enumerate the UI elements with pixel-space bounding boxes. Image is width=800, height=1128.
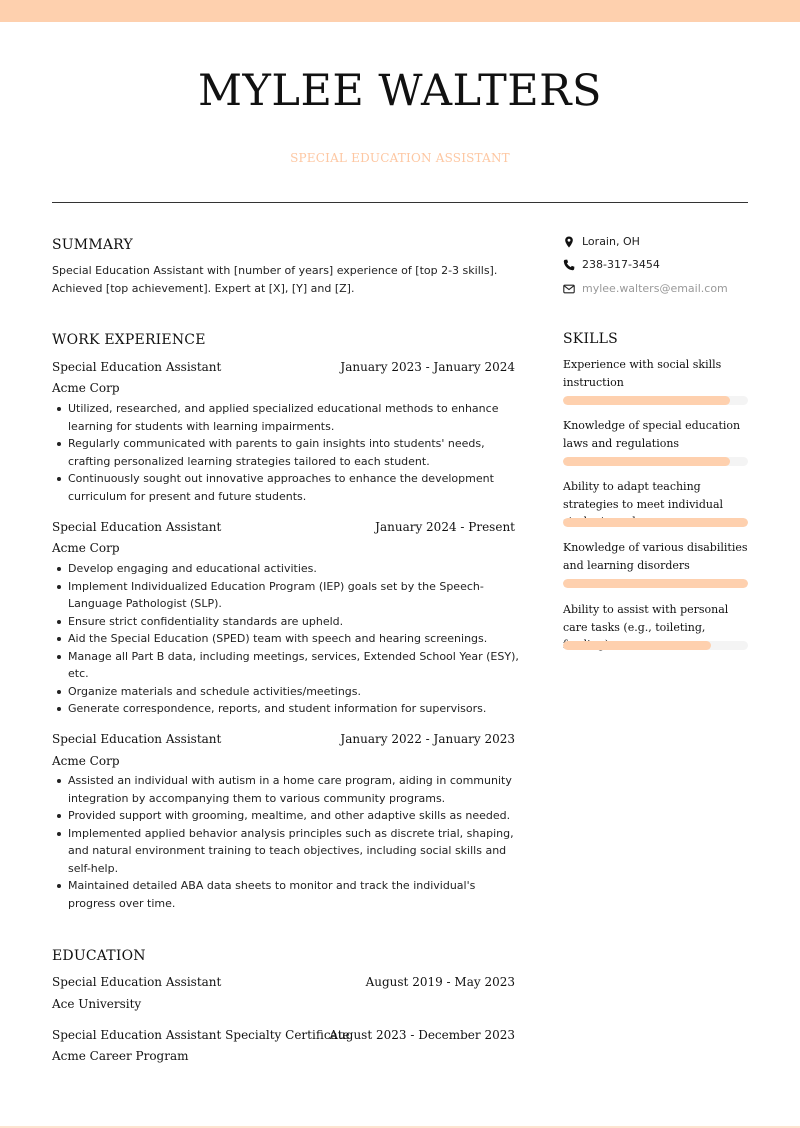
skill-level-fill xyxy=(563,396,730,405)
education-dates: August 2019 - May 2023 xyxy=(365,975,515,989)
work-experience-heading: WORK EXPERIENCE xyxy=(52,332,206,348)
candidate-name: MYLEE WALTERS xyxy=(198,66,602,116)
education-degree: Special Education Assistant Specialty Certificate xyxy=(52,1028,350,1042)
job-title: Special Education Assistant xyxy=(52,520,222,534)
skill-label: Ability to assist with personal care tasks (e.g., toileting, xyxy=(563,603,729,634)
education-header xyxy=(52,1028,515,1044)
skill-level-fill xyxy=(563,579,748,588)
summary-text: Special Education Assistant with [number of years] experience of [top 2-3 skills]. Achieved [top achievement]. Expert at [X], [Y] and [Z]. xyxy=(52,264,498,295)
job-bullet: Generate correspondence, reports, and student information for supervisors. xyxy=(68,700,523,718)
job-header xyxy=(52,732,515,748)
education-school: Ace University xyxy=(52,997,142,1011)
skill-level-fill xyxy=(563,518,748,527)
contact-phone-text: 238-317-3454 xyxy=(582,258,660,271)
contact-email[interactable] xyxy=(563,282,763,298)
job-bullet: Assisted an individual with autism in a home care program, aiding in community integration by accompanying them to various community programs. xyxy=(68,772,523,807)
contact-phone[interactable] xyxy=(563,258,763,274)
job-bullet: Maintained detailed ABA data sheets to monitor and track the individual's progress over time. xyxy=(68,877,523,912)
job-company: Acme Corp xyxy=(52,381,120,395)
job-company: Acme Corp xyxy=(52,754,120,768)
envelope-icon xyxy=(563,283,575,295)
skill-level-fill xyxy=(563,641,711,650)
skills-heading: SKILLS xyxy=(563,331,618,347)
job-dates: January 2023 - January 2024 xyxy=(340,360,515,374)
skill-label: Ability to adapt teaching strategies to meet individual xyxy=(563,480,724,511)
skill-label: Experience with social skills instruction xyxy=(563,358,722,389)
job-bullets xyxy=(52,560,523,718)
job-bullet: Develop engaging and educational activities. xyxy=(68,560,523,578)
job-bullet: Organize materials and schedule activities/meetings. xyxy=(68,683,523,701)
skill-label: Knowledge of special education laws and regulations xyxy=(563,419,741,450)
candidate-title: SPECIAL EDUCATION ASSISTANT xyxy=(290,151,510,165)
contact-email-text: mylee.walters@email.com xyxy=(582,282,728,295)
skill-level-bar xyxy=(563,457,748,466)
job-bullet: Regularly communicated with parents to gain insights into students' needs, crafting personalized learning strategies tailored to each student. xyxy=(68,435,523,470)
job-bullets xyxy=(52,400,523,505)
education-header xyxy=(52,975,515,991)
job-bullet: Ensure strict confidentiality standards are upheld. xyxy=(68,613,523,631)
job-bullet: Provided support with grooming, mealtime, and other adaptive skills as needed. xyxy=(68,807,523,825)
job-bullet: Implement Individualized Education Program (IEP) goals set by the Speech-Language Pathologist (SLP). xyxy=(68,578,523,613)
phone-icon xyxy=(563,259,575,271)
job-bullet: Aid the Special Education (SPED) team with speech and hearing screenings. xyxy=(68,630,523,648)
job-header xyxy=(52,360,515,376)
job-bullets xyxy=(52,772,523,912)
job-title: Special Education Assistant xyxy=(52,360,222,374)
skill-level-fill xyxy=(563,457,730,466)
education-degree: Special Education Assistant xyxy=(52,975,222,989)
job-title: Special Education Assistant xyxy=(52,732,222,746)
education-school: Acme Career Program xyxy=(52,1049,189,1063)
skill-level-bar xyxy=(563,641,748,650)
skill-level-bar xyxy=(563,579,748,588)
job-bullet: Implemented applied behavior analysis principles such as discrete trial, shaping, and natural environment training to teach objectives, including social skills and self-help. xyxy=(68,825,523,878)
skill-level-bar xyxy=(563,396,748,405)
top-accent-band xyxy=(0,0,800,22)
education-heading: EDUCATION xyxy=(52,948,146,964)
job-header xyxy=(52,520,515,536)
header-divider xyxy=(52,202,748,203)
education-dates: August 2023 - December 2023 xyxy=(329,1028,515,1042)
job-bullet: Manage all Part B data, including meetings, services, Extended School Year (ESY), etc. xyxy=(68,648,523,683)
skill-level-bar xyxy=(563,518,748,527)
contact-location xyxy=(563,235,763,251)
job-bullet: Continuously sought out innovative approaches to enhance the development curriculum for present and future students. xyxy=(68,470,523,505)
contact-location-text: Lorain, OH xyxy=(582,235,640,248)
summary-heading: SUMMARY xyxy=(52,237,133,253)
job-company: Acme Corp xyxy=(52,541,120,555)
skill-label: Knowledge of various disabilities and learning disorders xyxy=(563,541,748,572)
job-dates: January 2024 - Present xyxy=(375,520,515,534)
map-pin-icon xyxy=(563,236,575,248)
job-bullet: Utilized, researched, and applied specialized educational methods to enhance learning for students with learning impairments. xyxy=(68,400,523,435)
job-dates: January 2022 - January 2023 xyxy=(340,732,515,746)
